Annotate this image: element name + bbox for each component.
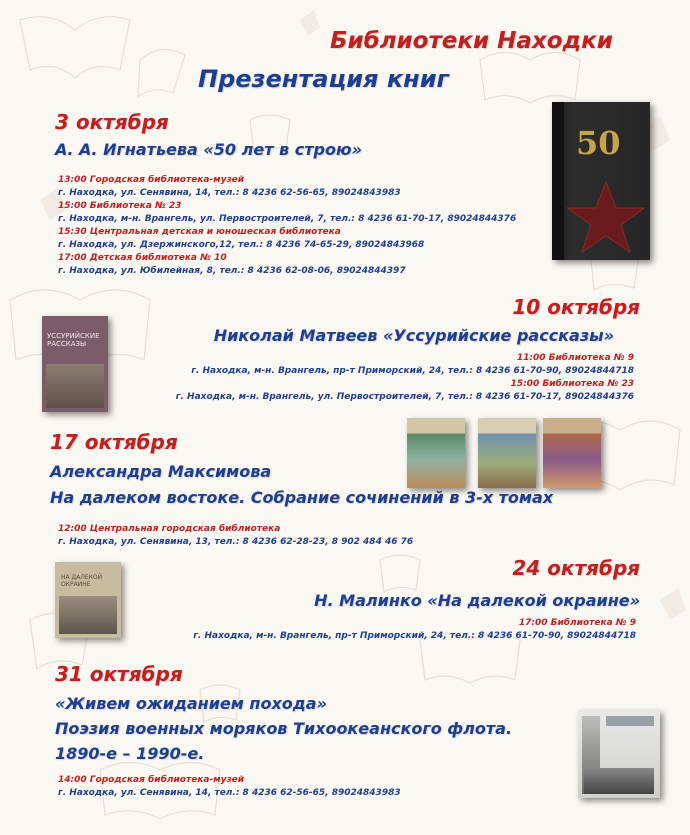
event-date: 31 октября	[55, 662, 183, 686]
event-subtitle: Поэзия военных моряков Тихоокеанского флота.	[55, 719, 512, 738]
book-cover-50-let	[552, 102, 650, 260]
schedule-address: г. Находка, ул. Сенявина, 14, тел.: 8 4236 62-56-65, 89024843983	[58, 188, 401, 198]
book-cover-volume-2	[478, 418, 536, 488]
schedule-time: 14:00 Городская библиотека-музей	[58, 775, 245, 785]
schedule-time: 15:00 Библиотека № 23	[58, 201, 182, 211]
schedule-time: 15:00 Библиотека № 23	[510, 379, 634, 389]
event-schedule	[58, 523, 413, 549]
page-title: Библиотеки Находки	[330, 28, 613, 54]
schedule-address: г. Находка, ул. Юбилейная, 8, тел.: 8 4236 62-08-06, 89024844397	[58, 266, 406, 276]
schedule-address: г. Находка, м-н. Врангель, пр-т Приморский, 24, тел.: 8 4236 61-70-90, 89024844718	[191, 366, 634, 376]
event-title: На далеком востоке. Собрание сочинений в 3-х томах	[50, 488, 554, 507]
event-schedule	[58, 774, 401, 800]
event-schedule	[58, 174, 516, 278]
red-star-icon	[566, 180, 646, 256]
event-title: «Живем ожиданием похода»	[55, 694, 327, 713]
event-title: Н. Малинко «На далекой окраине»	[314, 591, 640, 610]
schedule-address: г. Находка, ул. Дзержинского,12, тел.: 8 4236 74-65-29, 89024843968	[58, 240, 425, 250]
event-date: 24 октября	[512, 556, 640, 580]
book-cover-ussuriyskie	[42, 316, 108, 412]
event-schedule	[140, 617, 636, 643]
schedule-time: 15:30 Центральная детская и юношеская библиотека	[58, 227, 341, 237]
schedule-address: г. Находка, м-н. Врангель, пр-т Приморский, 24, тел.: 8 4236 61-70-90, 89024844718	[193, 631, 636, 641]
schedule-time: 13:00 Городская библиотека-музей	[58, 175, 245, 185]
schedule-address: г. Находка, м-н. Врангель, ул. Первостроителей, 7, тел.: 8 4236 61-70-17, 89024844376	[175, 392, 634, 402]
schedule-time: 17:00 Библиотека № 9	[518, 618, 636, 628]
page-subtitle: Презентация книг	[198, 65, 450, 93]
book-cover-title: УССУРИЙСКИЕ РАССКАЗЫ	[47, 332, 100, 348]
book-cover-zhivem-ozhidaniem	[578, 710, 660, 798]
event-author: Александра Максимова	[50, 462, 272, 481]
book-cover-volume-3	[543, 418, 601, 488]
book-cover-na-dalekoy-okraine	[55, 562, 121, 638]
schedule-address: г. Находка, ул. Сенявина, 13, тел.: 8 4236 62-28-23, 8 902 484 46 76	[58, 537, 414, 547]
event-date: 3 октября	[55, 110, 169, 134]
schedule-time: 17:00 Детская библиотека № 10	[58, 253, 227, 263]
event-years: 1890-е – 1990-е.	[55, 744, 205, 763]
schedule-time: 11:00 Библиотека № 9	[516, 353, 634, 363]
schedule-address: г. Находка, м-н. Врангель, ул. Первостроителей, 7, тел.: 8 4236 61-70-17, 89024844376	[58, 214, 517, 224]
event-title: Николай Матвеев «Уссурийские рассказы»	[213, 326, 614, 345]
event-date: 17 октября	[50, 430, 178, 454]
book-cover-volume-1	[407, 418, 465, 488]
event-schedule	[140, 352, 634, 404]
event-title: А. А. Игнатьева «50 лет в строю»	[55, 140, 362, 159]
schedule-address: г. Находка, ул. Сенявина, 14, тел.: 8 4236 62-56-65, 89024843983	[58, 788, 401, 798]
book-cover-number: 50	[576, 124, 621, 162]
book-cover-title: НА ДАЛЕКОЙ ОКРАИНЕ	[61, 574, 103, 588]
schedule-time: 12:00 Центральная городская библиотека	[58, 524, 281, 534]
event-date: 10 октября	[512, 295, 640, 319]
